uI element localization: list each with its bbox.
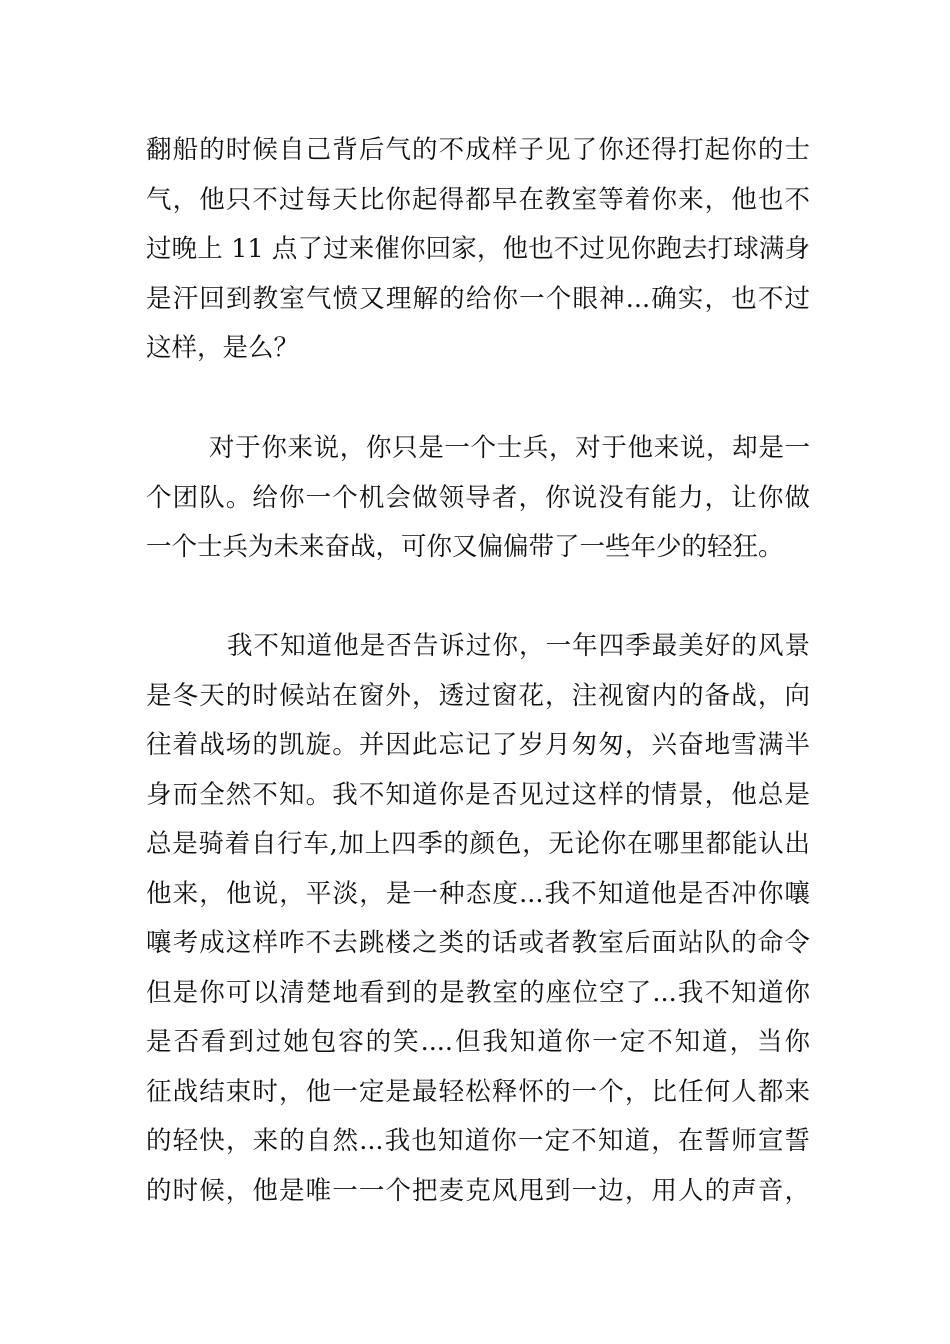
text-line: 对于你来说，你只是一个士兵，对于他来说，却是一 <box>209 433 810 463</box>
text-line: 个团队。给你一个机会做领导者，你说没有能力，让你做 <box>146 482 810 513</box>
text-line: 征战结束时，他一定是最轻松释怀的一个，比任何人都来 <box>146 1076 810 1107</box>
text-line: 总是骑着自行车,加上四季的颜色，无论你在哪里都能认出 <box>146 829 810 859</box>
paragraph-1 <box>146 126 810 374</box>
text-line: 是汗回到教室气愤又理解的给你一个眼神...确实，也不过 <box>146 283 810 314</box>
text-line: 过晚上 11 点了过来催你回家，他也不过见你跑去打球满身 <box>146 234 810 264</box>
paragraph-3 <box>146 622 810 1216</box>
text-line: 翻船的时候自己背后气的不成样子见了你还得打起你的士 <box>146 135 810 165</box>
text-line: 我不知道他是否告诉过你，一年四季最美好的风景 <box>227 631 810 661</box>
text-line: 的时候，他是唯一一个把麦克风甩到一边，用人的声音， <box>146 1175 810 1206</box>
text-line: 身而全然不知。我不知道你是否见过这样的情景，他总是 <box>146 779 810 810</box>
text-line: 是冬天的时候站在窗外，透过窗花，注视窗内的备战，向 <box>146 680 810 711</box>
text-line: 的轻快，来的自然...我也知道你一定不知道，在誓师宣誓 <box>146 1126 810 1156</box>
text-line: 但是你可以清楚地看到的是教室的座位空了...我不知道你 <box>146 977 810 1008</box>
text-line: 他来，他说，平淡，是一种态度...我不知道他是否冲你嚷 <box>146 878 810 909</box>
text-line: 这样，是么？ <box>146 333 300 363</box>
text-line: 是否看到过她包容的笑....但我知道你一定不知道，当你 <box>146 1027 810 1057</box>
text-line: 气，他只不过每天比你起得都早在教室等着你来，他也不 <box>146 184 810 215</box>
paragraph-2 <box>146 424 810 573</box>
text-line: 一个士兵为未来奋战，可你又偏偏带了一些年少的轻狂。 <box>146 532 784 562</box>
text-line: 嚷考成这样咋不去跳楼之类的话或者教室后面站队的命令 <box>146 928 810 958</box>
text-line: 往着战场的凯旋。并因此忘记了岁月匆匆，兴奋地雪满半 <box>146 730 810 760</box>
